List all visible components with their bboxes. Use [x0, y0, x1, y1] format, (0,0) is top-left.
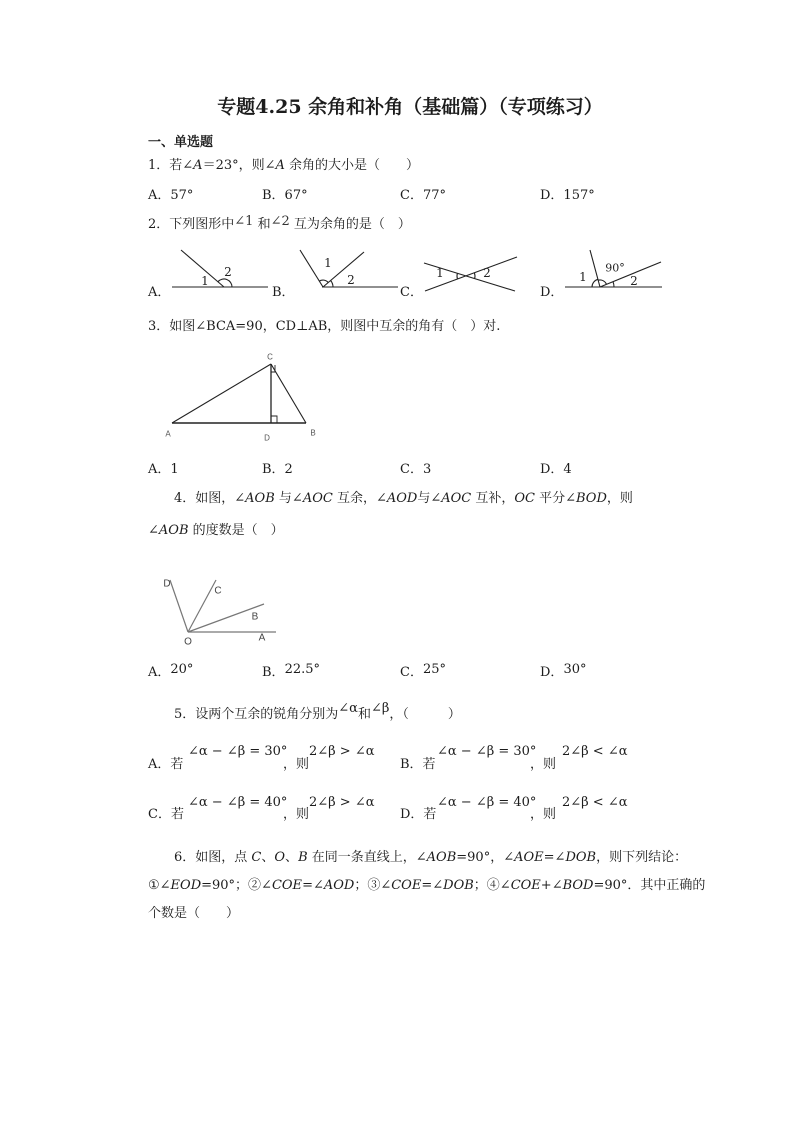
stem-text: 4．如图， [174, 491, 235, 506]
stem-math: C [251, 850, 262, 865]
stem-text: 互为余角的是（ ） [289, 217, 411, 232]
stem-math: ∠1 [234, 214, 254, 229]
q1-option-a[interactable]: A．57° [148, 188, 194, 203]
q4-option-d[interactable] [540, 664, 586, 682]
stem-text: 与 [274, 491, 292, 506]
stem-text: =∠ [302, 878, 324, 893]
q5-option-c[interactable]: C．若 [148, 807, 184, 822]
option-label: B． [262, 665, 285, 680]
stem-math: ∠BOD [565, 491, 607, 506]
point-b-label: B [251, 611, 259, 623]
vertex-d-label: D [264, 433, 270, 443]
q3-option-d[interactable]: D．4 [540, 462, 572, 477]
stem-math: COE [391, 878, 422, 893]
stem-text: 和 [357, 707, 371, 722]
q5-option-b-condition: ∠α − ∠β = 30° [437, 744, 537, 759]
stem-math: B [298, 850, 308, 865]
q4-option-b[interactable] [262, 664, 320, 682]
q5-option-d[interactable]: D．若 [400, 807, 437, 822]
stem-math: ∠AOB [148, 523, 189, 538]
stem-text: 在同一条直线上，∠ [307, 850, 427, 865]
side-cb [271, 364, 306, 423]
q5-option-a-then: ，则 [283, 757, 310, 772]
stem-text: =90°；②∠ [201, 878, 272, 893]
stem-text: 和 [253, 217, 271, 232]
option-label: C． [400, 665, 423, 680]
q2d-angle-2-label: 2 [630, 274, 638, 288]
stem-math: COE [510, 878, 541, 893]
side-ac [172, 364, 271, 423]
q5-option-b-result: 2∠β < ∠α [562, 744, 628, 759]
question-4-stem-line-2 [148, 522, 284, 540]
point-o-label: O [184, 636, 192, 648]
q3-option-c[interactable]: C．3 [400, 462, 432, 477]
option-label: A． [148, 665, 171, 680]
q2b-angle-arc [319, 280, 328, 282]
stem-math: A [275, 158, 285, 173]
stem-math: DOB [443, 878, 474, 893]
page-title: 专题4.25 余角和补角（基础篇）（专项练习） [217, 96, 603, 118]
stem-math: AOB [426, 850, 457, 865]
q2-option-c[interactable]: C． [400, 285, 423, 300]
stem-text: ；④∠ [473, 878, 511, 893]
stem-text: =∠ [421, 878, 444, 893]
stem-math: ∠AOC [291, 491, 333, 506]
stem-math: BOD [562, 878, 594, 893]
stem-math: AOE [514, 850, 544, 865]
stem-text: ，（ ） [389, 707, 461, 722]
option-value: 20° [170, 662, 194, 677]
stem-text: 互余， [332, 491, 376, 506]
stem-math: ∠2 [270, 214, 290, 229]
stem-math: ∠α [338, 701, 358, 716]
stem-text: 、 [261, 850, 275, 865]
stem-text: =90°，∠ [456, 850, 515, 865]
option-value: 22.5° [284, 662, 321, 677]
question-3-stem: 3．如图∠BCA=90，CD⊥AB，则图中互余的角有（ ）对. [148, 319, 501, 334]
point-d-label: D [163, 578, 171, 590]
question-5-stem [174, 701, 461, 724]
q2c-angle-arc [457, 273, 458, 279]
q2d-line [590, 250, 600, 287]
point-a-label: A [258, 632, 266, 644]
right-angle-mark-d [271, 416, 277, 423]
stem-text: 互补， [471, 491, 515, 506]
q2-option-d[interactable]: D． [540, 285, 564, 300]
q2d-angle-arc [592, 279, 598, 287]
question-1-stem [148, 157, 419, 175]
stem-text: 6．如图，点 [174, 850, 252, 865]
q5-option-c-result: 2∠β > ∠α [309, 795, 375, 810]
question-2-stem [148, 216, 411, 234]
question-4-stem-line-1 [174, 490, 633, 508]
q2d-angle-1-label: 1 [579, 270, 587, 284]
stem-math: A [193, 158, 203, 173]
option-label: D． [540, 665, 564, 680]
stem-text: ＝23°，则∠ [202, 158, 276, 173]
section-heading: 一、单选题 [148, 135, 214, 150]
point-c-label: C [214, 585, 222, 597]
vertex-a-label: A [165, 429, 171, 439]
question-6-stem-line-2 [148, 877, 705, 895]
q2b-angle-arc [331, 281, 333, 288]
vertex-b-label: B [310, 428, 316, 438]
q4-option-a[interactable] [148, 664, 193, 682]
q5-option-c-condition: ∠α − ∠β = 40° [188, 795, 288, 810]
q1-option-d[interactable]: D．157° [540, 188, 595, 203]
q2-option-b[interactable]: B． [272, 285, 295, 300]
q5-option-a-condition: ∠α − ∠β = 30° [188, 744, 288, 759]
q5-option-d-condition: ∠α − ∠β = 40° [437, 795, 537, 810]
q2-option-a[interactable]: A． [148, 285, 171, 300]
q2a-angle-2-label: 2 [224, 265, 232, 279]
q5-option-a-result: 2∠β > ∠α [309, 744, 375, 759]
option-value: 25° [422, 662, 446, 677]
question-6-stem-line-1 [174, 849, 687, 867]
stem-math: COE [271, 878, 303, 893]
stem-text: 2．下列图形中 [148, 217, 235, 232]
q2d-angle-90-label: 90° [605, 261, 625, 275]
stem-math: EOD [170, 878, 202, 893]
q2c-angle-2-label: 2 [483, 266, 491, 280]
stem-math: ∠AOC [430, 491, 472, 506]
ray-od [170, 580, 188, 632]
q5-option-c-then: ，则 [283, 807, 310, 822]
stem-math: ∠AOD [375, 491, 418, 506]
q2b-angle-2-label: 2 [347, 273, 355, 287]
q5-option-b[interactable]: B．若 [400, 757, 436, 772]
stem-text: 5．设两个互余的锐角分别为 [174, 707, 339, 722]
q3-option-a[interactable]: A．1 [148, 462, 179, 477]
q1-option-c[interactable]: C．77° [400, 188, 446, 203]
q4-option-c[interactable] [400, 664, 446, 682]
q3-triangle-figure [160, 350, 335, 445]
q5-option-b-then: ，则 [530, 757, 557, 772]
q3-option-b[interactable]: B．2 [262, 462, 293, 477]
q5-option-d-then: ，则 [530, 807, 557, 822]
stem-text: 1．若∠ [148, 158, 194, 173]
stem-text: 与 [417, 491, 431, 506]
stem-text: 余角的大小是（ ） [284, 158, 420, 173]
stem-math: ∠β [370, 701, 390, 716]
stem-math: ∠AOB [234, 491, 275, 506]
q2c-angle-arc [474, 273, 475, 279]
q2a-angle-1-label: 1 [201, 274, 209, 288]
stem-text: 平分 [534, 491, 566, 506]
q1-option-b[interactable]: B．67° [262, 188, 308, 203]
q2c-angle-1-label: 1 [436, 266, 444, 280]
stem-text: ①∠ [148, 878, 171, 893]
option-value: 30° [563, 662, 587, 677]
ray-oc [188, 580, 216, 632]
q5-option-d-result: 2∠β < ∠α [562, 795, 628, 810]
stem-text: ，则 [606, 491, 633, 506]
vertex-c-label: C [267, 352, 273, 362]
q2d-angle-arc [613, 282, 614, 287]
stem-text: 、 [285, 850, 299, 865]
stem-math: DOB [565, 850, 597, 865]
stem-math: O [274, 850, 286, 865]
q5-option-a[interactable]: A．若 [148, 757, 184, 772]
q4-rays-figure [155, 570, 285, 650]
stem-text: 的度数是（ ） [188, 523, 284, 538]
stem-math: AOD [323, 878, 355, 893]
stem-text: =90°．其中正确的 [593, 878, 706, 893]
stem-text: +∠ [540, 878, 563, 893]
stem-math: OC [514, 491, 535, 506]
stem-text: =∠ [543, 850, 566, 865]
question-6-stem-line-3: 个数是（ ） [148, 906, 240, 921]
stem-text: ，则下列结论： [596, 850, 688, 865]
q2b-angle-1-label: 1 [324, 256, 332, 270]
stem-text: ；③∠ [354, 878, 392, 893]
